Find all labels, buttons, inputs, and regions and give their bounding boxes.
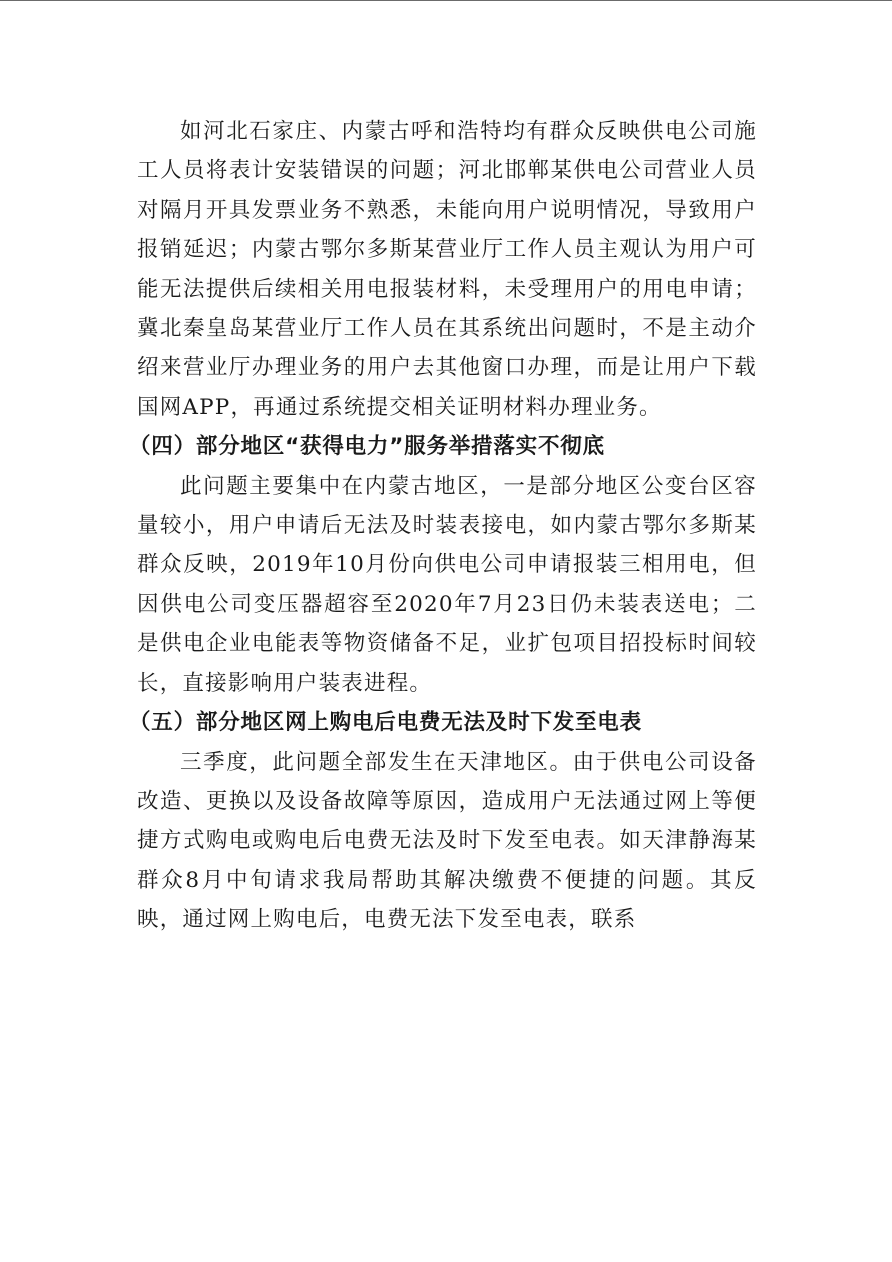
section-heading-5: （五）部分地区网上购电后电费无法及时下发至电表 (129, 710, 642, 736)
section-heading-4: （四）部分地区“获得电力”服务举措落实不彻底 (129, 434, 605, 460)
document-page (129, 112, 757, 940)
page-top-border (0, 0, 892, 1)
body-paragraph-3: 三季度，此问题全部发生在天津地区。由于供电公司设备改造、更换以及设备故障等原因，造成用户无法通过网上等便捷方式购电或购电后电费无法及时下发至电表。如天津静海某群众8月中旬请求我局帮助其解决缴费不便捷的问题。其反映，通过网上购电后，电费无法下发至电表，联系 (137, 749, 757, 933)
body-paragraph-2: 此问题主要集中在内蒙古地区，一是部分地区公变台区容量较小，用户申请后无法及时装表接电，如内蒙古鄂尔多斯某群众反映，2019年10月份向供电公司申请报装三相用电，但因供电公司变压器超容至2020年7月23日仍未装表送电；二是供电企业电能表等物资储备不足，业扩包项目招投标时间较长，直接影响用户装表进程。 (137, 473, 757, 696)
body-paragraph-1: 如河北石家庄、内蒙古呼和浩特均有群众反映供电公司施工人员将表计安装错误的问题；河北邯郸某供电公司营业人员对隔月开具发票业务不熟悉，未能向用户说明情况，导致用户报销延迟；内蒙古鄂尔多斯某营业厅工作人员主观认为用户可能无法提供后续相关用电报装材料，未受理用户的用电申请；冀北秦皇岛某营业厅工作人员在其系统出问题时，不是主动介绍来营业厅办理业务的用户去其他窗口办理，而是让用户下载国网APP，再通过系统提交相关证明材料办理业务。 (137, 119, 757, 420)
